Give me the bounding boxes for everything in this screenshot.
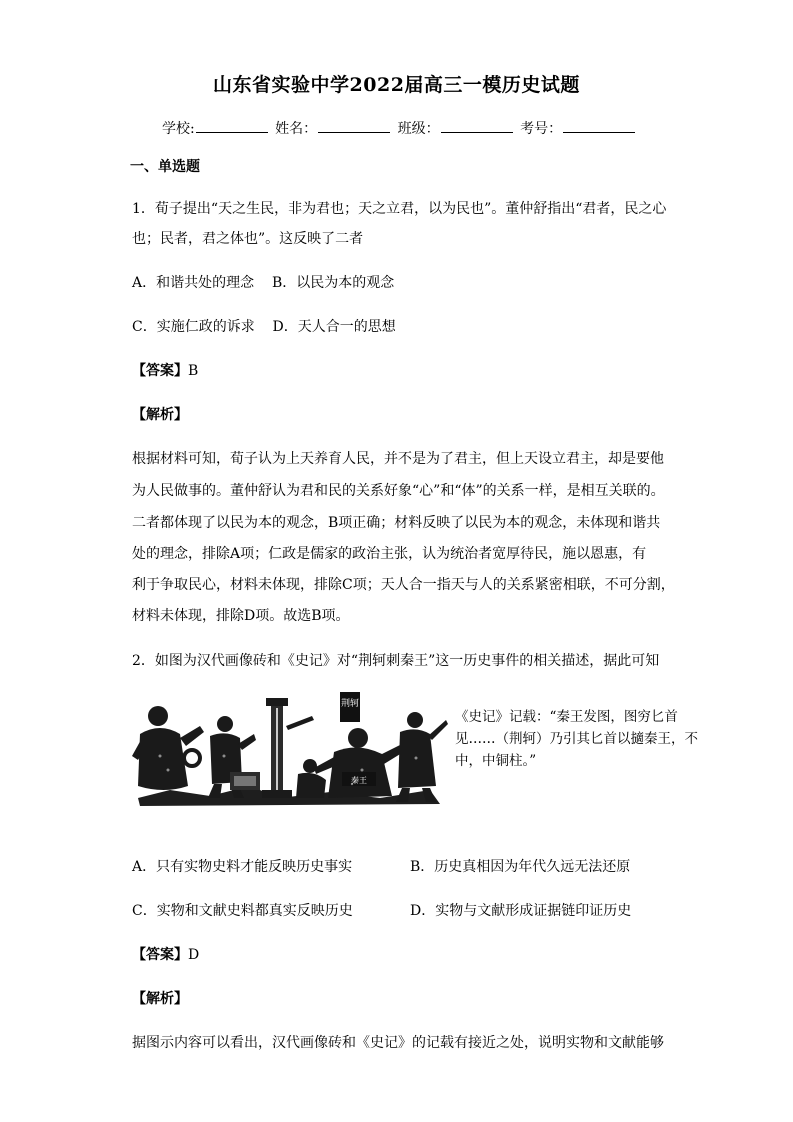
- q1-option-d[interactable]: D．天人合一的思想: [272, 319, 396, 335]
- q2-answer-value: D: [188, 947, 200, 963]
- class-blank[interactable]: [441, 120, 513, 133]
- q2-option-a[interactable]: A．只有实物史料才能反映历史事实: [132, 859, 353, 875]
- q2-analysis-tag: 【解析】: [132, 991, 188, 1007]
- q1-option-c[interactable]: C．实施仁政的诉求: [132, 319, 255, 335]
- q1-answer-tag: 【答案】: [132, 363, 188, 379]
- q1-stem-line-1: 1．荀子提出“天之生民，非为君也；天之立君，以为民也”。董仲舒指出“君者，民之心: [132, 201, 667, 217]
- q2-answer-tag: 【答案】: [132, 947, 188, 963]
- school-label: 学校:: [162, 121, 195, 137]
- q2-stem: 2．如图为汉代画像砖和《史记》对“荆轲刺秦王”这一历史事件的相关描述，据此可知: [132, 653, 660, 669]
- han-stone-relief-image: [130, 686, 450, 826]
- q1-option-a[interactable]: A．和谐共处的理念: [132, 275, 255, 291]
- name-blank[interactable]: [318, 120, 390, 133]
- q1-answer-value: B: [188, 363, 199, 379]
- q1-analysis-line: 根据材料可知，荀子认为上天养育人民，并不是为了君主，但上天设立君主，却是要他: [132, 451, 664, 467]
- q1-option-b[interactable]: B．以民为本的观念: [271, 275, 395, 291]
- exam-number-label: 考号：: [520, 121, 563, 137]
- q1-answer: [132, 360, 198, 380]
- q2-analysis-line: 据图示内容可以看出，汉代画像砖和《史记》的记载有接近之处，说明实物和文献能够: [132, 1035, 664, 1051]
- q1-analysis-line: 二者都体现了以民为本的观念，B项正确；材料反映了以民为本的观念，未体现和谐共: [132, 515, 661, 531]
- q1-analysis-line: 处的理念，排除A项；仁政是儒家的政治主张，认为统治者宽厚待民，施以恩惠，有: [132, 546, 647, 562]
- q2-answer: [132, 944, 199, 964]
- q1-options-row-2: [132, 316, 396, 336]
- name-label: 姓名：: [275, 121, 318, 137]
- image-label-qin-king: 秦王: [351, 776, 367, 785]
- q2-option-b[interactable]: B．历史真相因为年代久远无法还原: [410, 859, 631, 875]
- q1-options-row-1: [132, 272, 394, 292]
- page-title: 山东省实验中学2022届高三一模历史试题: [213, 74, 580, 96]
- shiji-quote: 《史记》记载：“秦王发图，图穷匕首见……（荆轲）乃引其匕首以擿秦王，不中，中铜柱。”: [455, 709, 698, 769]
- q1-analysis-tag: 【解析】: [132, 407, 188, 423]
- exam-number-blank[interactable]: [563, 120, 635, 133]
- school-blank[interactable]: [196, 120, 268, 133]
- section-heading: 一、单选题: [130, 159, 200, 175]
- image-label-jing-ke: 荆轲: [340, 699, 360, 709]
- q1-analysis-line: 材料未体现，排除D项。故选B项。: [132, 608, 350, 624]
- student-info-row: [162, 118, 638, 138]
- q1-stem-line-2: 也；民者，君之体也”。这反映了二者: [132, 231, 364, 247]
- q2-option-c[interactable]: C．实物和文献史料都真实反映历史: [132, 903, 353, 919]
- q2-option-d[interactable]: D．实物与文献形成证据链印证历史: [410, 903, 632, 919]
- q1-analysis-line: 为人民做事的。董仲舒认为君和民的关系好象“心”和“体”的关系一样，是相互关联的。: [132, 483, 665, 499]
- class-label: 班级：: [397, 121, 440, 137]
- q1-analysis-line: 利于争取民心，材料未体现，排除C项；天人合一指天与人的关系紧密相联，不可分割，: [132, 577, 675, 593]
